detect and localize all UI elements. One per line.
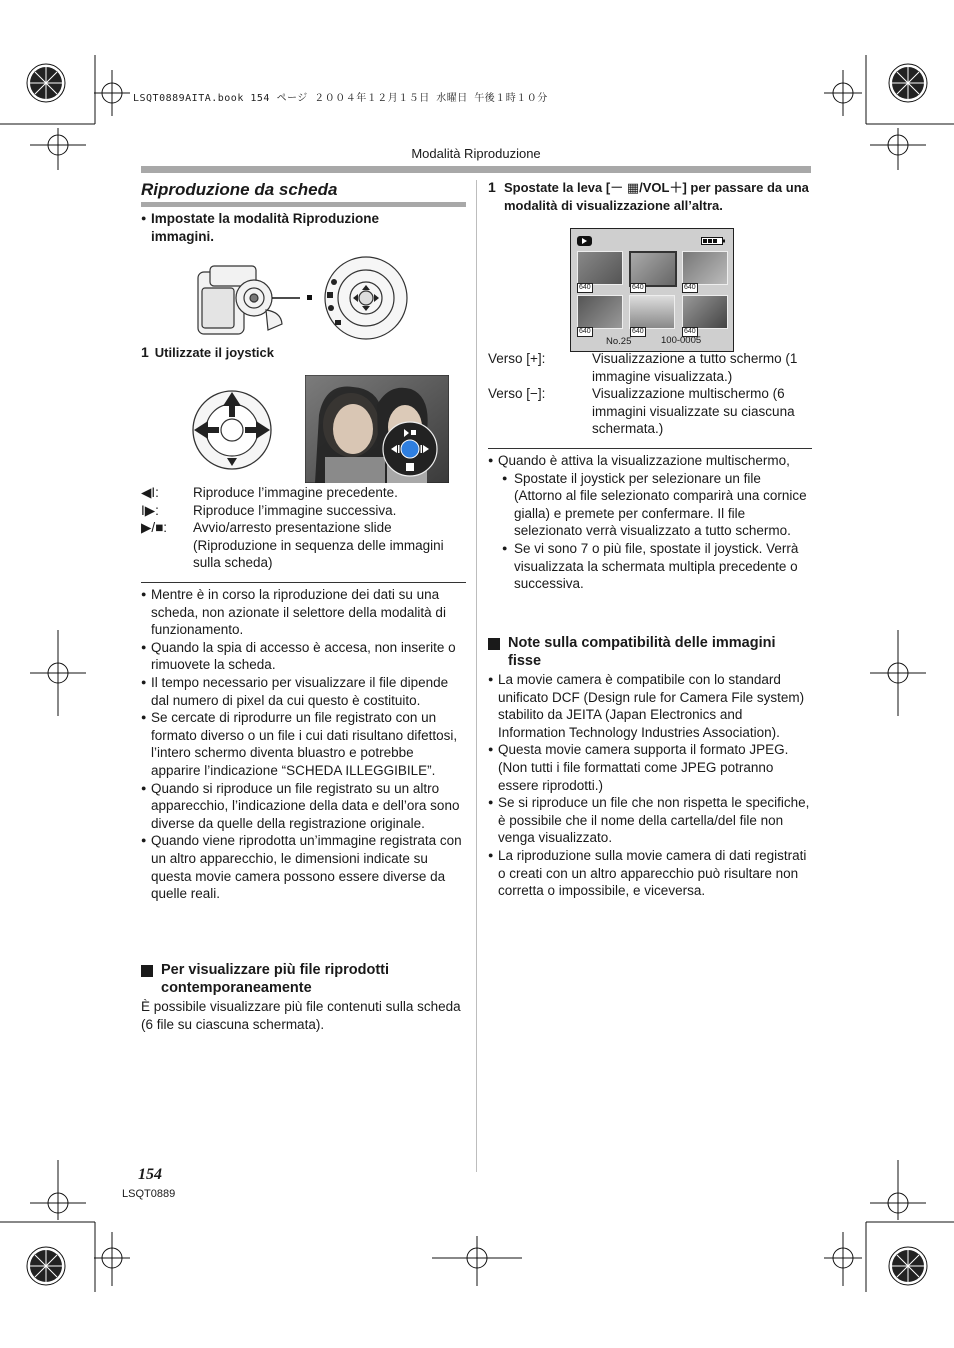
key-label: ▶/■: [141,520,168,536]
thumbnail[interactable] [629,295,675,329]
compat-section [488,635,812,900]
thumb-size-label: 640 [684,284,696,291]
verso-key: Verso [+]: [488,351,546,366]
document-code: LSQT0889 [122,1188,176,1200]
title-underline [141,202,466,207]
right-step-number: 1 [488,179,496,195]
left-divider-rule [141,582,466,583]
multiscreen-notes [488,452,812,593]
multi-view-section [141,962,466,1033]
multiscreen-bullet: ● Quando è attiva la visualizzazione multischermo, [488,452,812,470]
multiscreen-sub-item: ● Spostate il joystick per selezionare un file (Attorno al file selezionato comparirà una cornice gialla) e premete per confermare. Il file selezionato verrà visualizzato a tutto schermo. [502,470,812,540]
key-desc: Riproduce l’immagine precedente. [193,485,398,500]
compat-list [488,671,812,900]
multiscreen-sub-item: ● Se vi sono 7 o più file, spostate il joystick. Verrà visualizzata la schermata multipla precedente o successiva. [502,540,812,593]
thumb-size-label: 640 [632,284,644,291]
joystick-diagram [190,388,274,472]
note-item: ● Quando viene riprodotta un’immagine registrata con un altro apparecchio, le dimensioni indicate su questa movie camera possono essere diverse da quelle reali. [141,832,466,902]
step1-number: 1 [141,344,149,360]
playback-mode-icon [577,235,593,247]
key-desc: Avvio/arresto presentazione slide (Riproduzione in sequenza delle immagini sulla scheda) [193,520,444,571]
verso-list [488,350,810,438]
verso-minus [488,385,810,438]
battery-icon [701,237,725,245]
section-header: Modalità Riproduzione [411,146,541,161]
note-item: ● Quando la spia di accesso è accesa, non inserite o rimuovete la scheda. [141,639,466,674]
multiscreen-bullet-list [488,452,812,470]
thumbnail[interactable] [577,251,623,285]
step1-text: Utilizzate il joystick [154,345,274,360]
key-label: ◀I: [141,485,159,500]
right-divider-rule [488,448,812,449]
multi-view-title [141,962,466,997]
key-desc: Riproduce l’immagine successiva. [193,502,397,518]
compat-item: ● Questa movie camera supporta il formato JPEG. (Non tutti i file formattati come JPEG potranno essere riprodotti.) [488,741,812,794]
compat-item: ● Se si riproduce un file che non rispetta le specifiche, è possibile che il nome della cartella/del file non venga visualizzato. [488,794,812,847]
thumb-size-label: 640 [579,284,591,291]
verso-plus [488,350,810,385]
key-row-slideshow [141,519,461,572]
multiscreen-sub-list [502,470,812,593]
compat-title [488,635,812,670]
verso-desc: Visualizzazione a tutto schermo (1 immagine visualizzata.) [592,351,798,384]
folder-number: 100-0005 [661,335,702,346]
intro-bullet: ● Impostate la modalità Riproduzione immagini. [141,210,431,245]
page-number: 154 [138,1166,162,1183]
multi-view-text: È possibile visualizzare più file contenuti sulla scheda (6 file su ciascuna schermata). [141,999,461,1032]
right-step [488,179,810,214]
thumb-size-label: 640 [684,328,696,335]
thumbnail[interactable] [577,295,623,329]
print-header: LSQT0889AITA.book 154 ページ ２００４年１２月１５日 水曜日 午後１時１０分 [133,93,548,104]
thumb-size-label: 640 [632,328,644,335]
section-title: Riproduzione da scheda [141,180,338,199]
column-divider [476,180,477,1172]
square-bullet-icon [488,638,500,650]
note-item: ● Quando si riproduce un file registrato su un altro apparecchio, l’indicazione della data e dell’ora sono diverse da quelle della registrazione originale. [141,780,466,833]
key-label: I▶: [141,502,159,518]
thumb-size-label: 640 [579,328,591,335]
multi-view-title-text: Per visualizzare più file riprodotti contemporaneamente [161,962,390,996]
compat-title-text: Note sulla compatibilità delle immagini fisse [508,635,776,669]
key-row-next [141,502,461,520]
multiscreen-display [570,228,734,352]
intro-bullet-list [141,210,431,245]
right-step-text: Spostate la leva [－ ▦/VOL＋] per passare da una modalità di visualizzazione all’altra. [504,180,809,213]
thumbnail[interactable] [629,251,677,287]
verso-desc: Visualizzazione multischermo (6 immagini visualizzate su ciascuna schermata.) [592,386,795,437]
file-number: No.25 [606,336,632,347]
verso-key: Verso [−]: [488,386,546,402]
step1 [141,344,461,362]
note-item: ● Se cercate di riprodurre un file registrato con un formato diverso o un file i cui dati risultano difettosi, l’intero schermo diventa bluastro e potrebbe apparire l’indicazione “SCHEDA ILLEGGIBILE”. [141,709,466,779]
thumbnail[interactable] [682,251,728,285]
camcorder-dial-illustration [196,252,410,342]
note-item: ● Mentre è in corso la riproduzione dei dati su una scheda, non azionate il selettore della modalità di funzionamento. [141,586,466,639]
key-row-previous [141,484,461,502]
playback-photo [305,375,449,483]
compat-item: ● La movie camera è compatibile con lo standard unificato DCF (Design rule for Camera File system) stabilito da JEITA (Japan Electronics and Information Technology Industries Association). [488,671,812,741]
header-bar [141,166,811,173]
thumbnail[interactable] [682,295,728,329]
compat-item: ● La riproduzione sulla movie camera di dati registrati o creati con un altro apparecchio può risultare non corretta o impossibile, e viceversa. [488,847,812,900]
square-bullet-icon [141,965,153,977]
note-item: ● Il tempo necessario per visualizzare il file dipende dal numero di pixel da cui questo è costituito. [141,674,466,709]
notes-list [141,586,466,903]
key-list [141,484,461,572]
